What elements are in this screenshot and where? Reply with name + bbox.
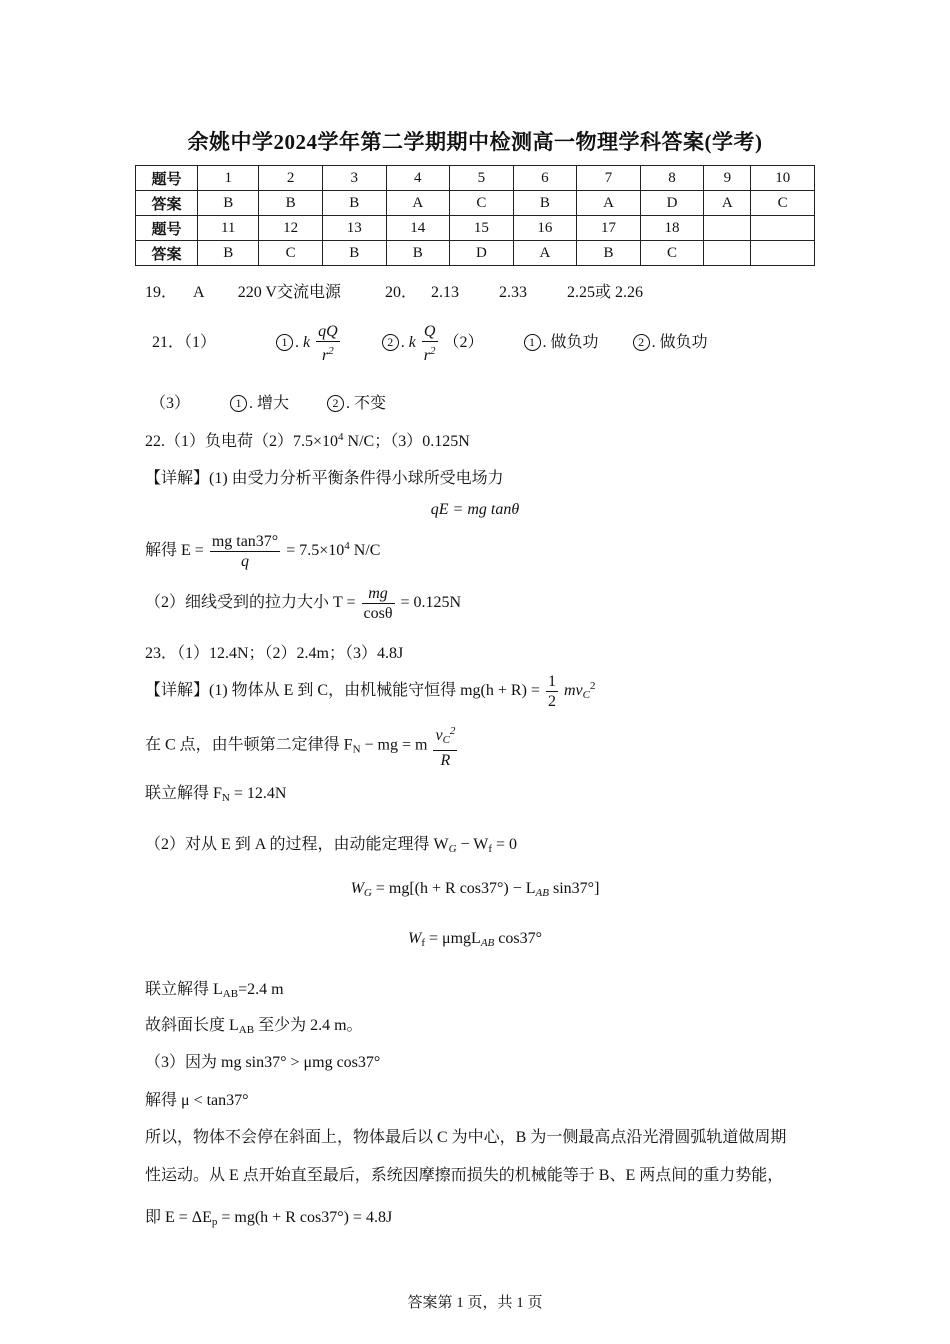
table-cell xyxy=(704,216,751,241)
q22-header: 22.（1）负电荷$(2)7.5\times 10^4$ N/C；（3）0.125N xyxy=(145,431,470,450)
q23-detail3: 联立解得 $F_N = 12.4N$ xyxy=(145,785,287,804)
table-cell: B xyxy=(386,241,450,266)
q23-lab-conclusion: 故斜面长度 $L_{AB}$ 至少为 2.4 m。 xyxy=(145,1017,363,1036)
circle-number-2: 2 xyxy=(382,334,399,351)
table-cell: 17 xyxy=(577,216,641,241)
q23-part3-text1: 所以，物体不会停在斜面上，物体最后以 C 为中心，B 为一侧最高点沿光滑圆弧轨道做周期 xyxy=(145,1129,787,1146)
q20-value2: 2.33 xyxy=(498,284,527,301)
row-label: 答案 xyxy=(136,241,198,266)
table-cell: B xyxy=(322,241,386,266)
q23-part3-final: 即 $E = \Delta E_p = mg(h + R$ cos37°) = 4.8J xyxy=(145,1209,393,1228)
q21-part3-line xyxy=(150,390,386,413)
q21-answer6: . 不变 xyxy=(346,395,387,412)
table-cell: 6 xyxy=(513,166,577,191)
table-cell: 2 xyxy=(259,166,323,191)
q20-value3: 2.25或 2.26 xyxy=(566,284,643,301)
q21-answer3: . 做负功 xyxy=(542,334,599,352)
q23-detail2: 在 C 点，由牛顿第二定律得 $F_N$ − mg = m $\frac{v_C^2}{R}$ xyxy=(145,722,459,770)
page-title: 余姚中学2024学年第二学期期中检测高一物理学科答案(学考) xyxy=(187,130,763,154)
table-cell xyxy=(704,241,751,266)
q21-part2: （2） xyxy=(443,334,484,352)
table-cell: A xyxy=(577,191,641,216)
table-cell: 16 xyxy=(513,216,577,241)
circle-number-1: 1 xyxy=(524,334,541,351)
q23-part2: （2）对从 E 到 A 的过程，由动能定理得 $W_G - W_f = 0$ xyxy=(145,836,518,855)
table-cell: 15 xyxy=(450,216,514,241)
table-cell: 10 xyxy=(751,166,815,191)
table-cell: C xyxy=(450,191,514,216)
table-row xyxy=(136,166,815,191)
table-cell: 4 xyxy=(386,166,450,191)
table-cell: C xyxy=(259,241,323,266)
circle-number-2: 2 xyxy=(327,395,344,412)
table-row xyxy=(136,216,815,241)
constant-k: k xyxy=(303,334,311,352)
table-cell: 11 xyxy=(198,216,259,241)
q20-number: 20． xyxy=(384,284,417,301)
q22-detail: 【详解】(1) 由受力分析平衡条件得小球所受电场力 xyxy=(145,470,504,487)
q19-answer1: A xyxy=(193,284,204,301)
q21-part3: （3） xyxy=(150,395,191,412)
row-label: 题号 xyxy=(136,216,198,241)
q23-part3-result: 解得 μ < tan37° xyxy=(145,1092,249,1109)
table-cell: C xyxy=(751,191,815,216)
table-cell: 1 xyxy=(198,166,259,191)
table-row xyxy=(136,191,815,216)
table-cell: D xyxy=(450,241,514,266)
q22-equation-T: （2）细线受到的拉力大小 T = $\frac{mg}{\cos\theta}$ = 0.125N xyxy=(145,585,462,622)
circle-number-2: 2 xyxy=(633,334,650,351)
answer-table xyxy=(135,165,815,266)
table-cell: B xyxy=(198,241,259,266)
table-cell: 5 xyxy=(450,166,514,191)
q21-line: 21．（1） 1 . k $\frac{qQ}{r^2}$ 2 . k $\frac{Q}{r^2}$ （2） 1 . 做负功 2 . 做负功 xyxy=(152,323,708,364)
q23-equation-Wf: $W_f = \mu mgL_{AB}$ cos37° xyxy=(407,930,542,949)
table-cell: A xyxy=(704,191,751,216)
table-cell: 8 xyxy=(640,166,704,191)
table-cell: 14 xyxy=(386,216,450,241)
q23-detail1: 【详解】(1) 物体从 E 到 C，由机械能守恒得 mg(h + R) = $\frac{1}{2}$ $mv_C^2$ xyxy=(145,673,596,710)
fraction-Q-r2: $\frac{Q}{r^2}$ xyxy=(423,323,436,364)
q19-line xyxy=(145,279,643,302)
q22-equation-E: 解得 E = $\frac{\text{mg tan37°}}{q}$ = $7.5\times 10^4$ N/C xyxy=(145,533,381,570)
constant-k: k xyxy=(408,334,416,352)
table-cell: 3 xyxy=(322,166,386,191)
q23-part3-text2: 性运动。从 E 点开始直至最后，系统因摩擦而损失的机械能等于 B、E 两点间的重力势能， xyxy=(145,1167,784,1184)
table-cell: B xyxy=(577,241,641,266)
table-cell: A xyxy=(513,241,577,266)
table-cell: D xyxy=(640,191,704,216)
table-cell: 7 xyxy=(577,166,641,191)
q23-equation-WG: $W_G = mg[(h + R$ $\cos 37^\circ) - L_{AB}$ sin37°] xyxy=(350,880,600,899)
q23-header: 23．（1）12.4N；（2）2.4m；（3）4.8J xyxy=(145,645,404,662)
q20-value1: 2.13 xyxy=(430,284,459,301)
table-cell: B xyxy=(513,191,577,216)
table-cell: 18 xyxy=(640,216,704,241)
q23-part3: （3）因为 mg sin37° > μmg cos37° xyxy=(145,1054,381,1071)
q19-number: 19． xyxy=(145,284,178,301)
table-cell: 12 xyxy=(259,216,323,241)
row-label: 题号 xyxy=(136,166,198,191)
q21-number: 21．（1） xyxy=(152,334,217,352)
q21-answer4: . 做负功 xyxy=(651,334,708,352)
q19-answer2: 220 V交流电源 xyxy=(237,284,341,301)
table-cell: C xyxy=(640,241,704,266)
q23-lab-result: 联立解得 $L_{AB}=2.4$ m xyxy=(145,981,284,1000)
table-cell: 13 xyxy=(322,216,386,241)
circle-number-1: 1 xyxy=(276,334,293,351)
q21-answer5: . 增大 xyxy=(249,395,290,412)
row-label: 答案 xyxy=(136,191,198,216)
table-cell: B xyxy=(322,191,386,216)
q22-equation1: qE = mg tanθ xyxy=(430,501,520,518)
table-cell: A xyxy=(386,191,450,216)
table-cell: B xyxy=(198,191,259,216)
table-cell: 9 xyxy=(704,166,751,191)
circle-number-1: 1 xyxy=(230,395,247,412)
table-cell: B xyxy=(259,191,323,216)
table-row xyxy=(136,241,815,266)
table-cell xyxy=(751,216,815,241)
page-footer: 答案第 1 页，共 1 页 xyxy=(407,1295,543,1311)
fraction-qQ-r2: $\frac{qQ}{r^2}$ xyxy=(318,323,338,364)
table-cell xyxy=(751,241,815,266)
